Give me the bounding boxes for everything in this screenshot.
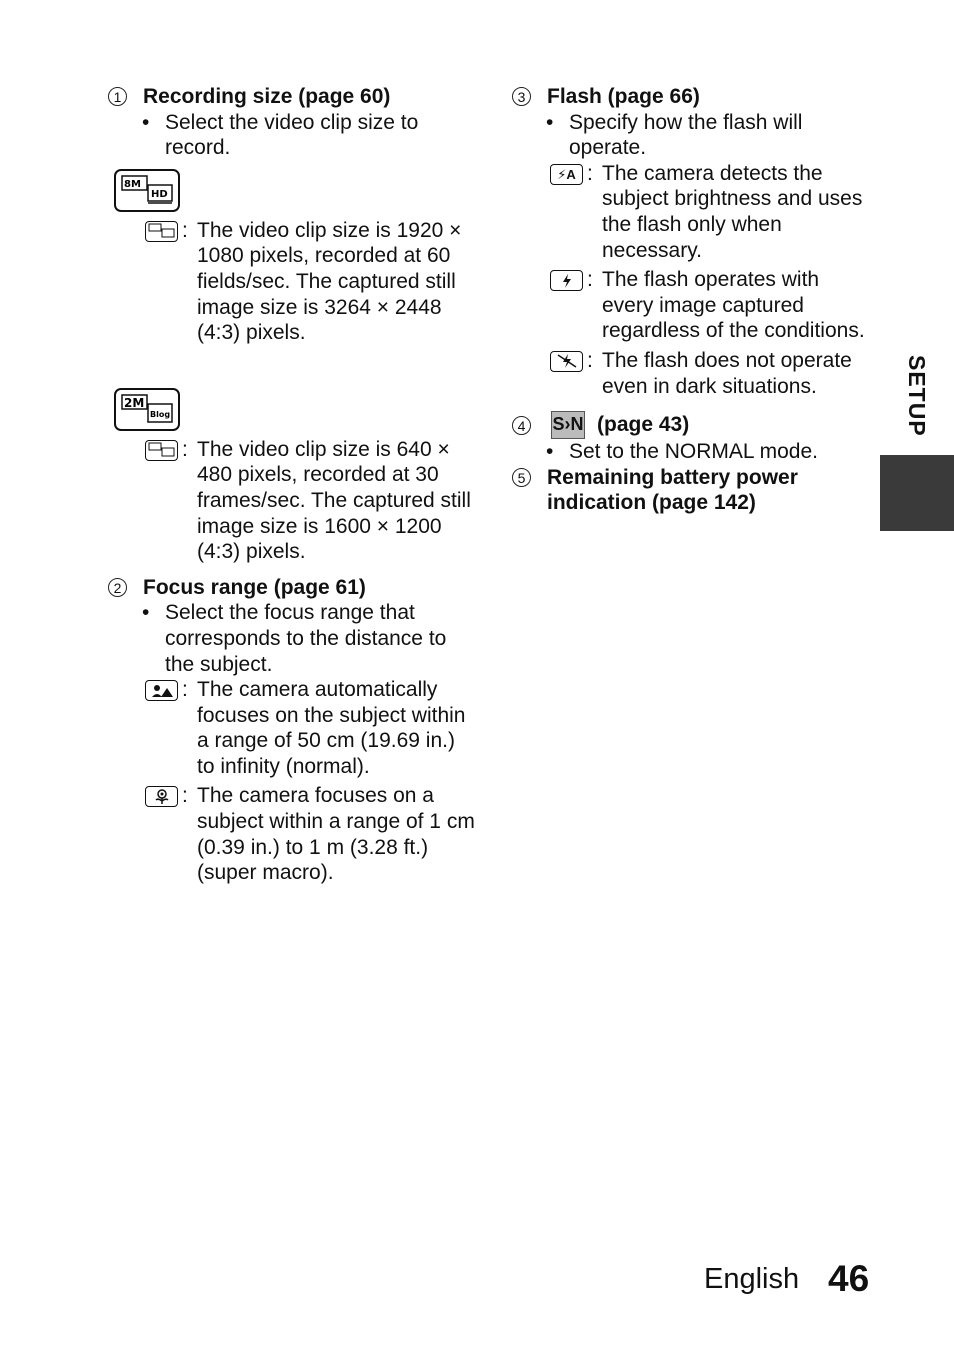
flash-off-icon [550,351,583,372]
recording-size-blog-description: : The video clip size is 640 × 480 pixels, recorded at 30 frames/sec. The captured still image size is 1600 × 1200 (4:3) pixels. [108,437,478,565]
bullet-text: Set to the NORMAL mode. [569,440,818,464]
flash-off-text: The flash does not operate even in dark situations. [602,348,852,398]
section-title: Focus range (page 61) [143,575,366,599]
focus-normal-description: : The camera automatically focuses on the subject within a range of 50 cm (19.69 in.) to infinity (normal). [108,677,478,779]
section-scene [512,411,874,439]
macro-text: The camera focuses on a subject within a range of 1 cm (0.39 in.) to 1 m (3.28 ft.) (super macro). [197,784,475,885]
flash-auto-description: ⚡A : The camera detects the subject brightness and uses the flash only when necessary. [512,161,874,263]
focus-macro-description: : The camera focuses on a subject within a range of 1 cm (0.39 in.) to 1 m (3.28 ft.) (super macro). [108,783,478,885]
flash-auto-text: The camera detects the subject brightness and uses the flash only when necessary. [602,161,863,262]
section-title: Remaining battery power indication (page 142) [547,465,798,515]
side-tab-label: SETUP [904,355,930,437]
bullet-item: • Specify how the flash will operate. [512,110,874,161]
section-title: Recording size (page 60) [143,85,391,108]
bullet-item: • Set to the NORMAL mode. [512,439,874,465]
flash-on-text: The flash operates with every image captured regardless of the conditions. [602,268,865,343]
landscape-portrait-icon [145,680,178,701]
flash-auto-icon: ⚡A [550,164,583,185]
flash-off-description: : The flash does not operate even in dark situations. [512,348,874,399]
bullet-text: Select the focus range that corresponds to the distance to the subject. [165,601,447,676]
scene-normal-icon: S›N [551,411,585,439]
normal-text: The camera automatically focuses on the subject within a range of 50 cm (19.69 in.) to infinity (normal). [197,678,466,778]
camera-8m-hd-small-icon [145,221,178,242]
section-number: 3 [512,87,531,106]
page-number: 46 [828,1258,870,1299]
recording-size-hd-description: : The video clip size is 1920 × 1080 pixels, recorded at 60 fields/sec. The captured still image size is 3264 × 2448 (4:3) pixels. [108,218,478,346]
camera-8m-hd-icon [114,169,180,212]
svg-text:Blog: Blog [150,410,171,420]
section-focus-range [108,575,478,601]
flash-on-icon [550,270,583,291]
left-column [108,84,478,886]
svg-text:8M: 8M [124,179,141,191]
section-number: 2 [108,578,127,597]
camera-2m-blog-icon [114,388,180,431]
section-title: (page 43) [597,413,690,437]
section-number: 1 [108,87,127,106]
flash-on-description: : The flash operates with every image captured regardless of the conditions. [512,267,874,344]
section-number: 4 [512,416,531,435]
right-column [512,84,874,516]
bullet-text: Select the video clip size to record. [165,110,419,160]
hd-text: The video clip size is 1920 × 1080 pixels, recorded at 60 fields/sec. The captured still image size is 3264 × 2448 (4:3) pixels. [197,218,462,345]
blog-text: The video clip size is 640 × 480 pixels, recorded at 30 frames/sec. The captured still image size is 1600 × 1200 (4:3) pixels. [197,437,471,564]
bullet-text: Specify how the flash will operate. [569,110,803,160]
section-title: Flash (page 66) [547,85,700,108]
bullet-item: • Select the video clip size to record. [108,110,478,161]
section-flash [512,84,874,110]
section-number: 5 [512,468,531,487]
flower-macro-icon [145,786,178,807]
bullet-item: • Select the focus range that corresponds to the distance to the subject. [108,600,478,677]
section-recording-size [108,84,478,110]
footer-language: English [704,1263,800,1295]
svg-text:HD: HD [151,189,168,201]
side-tab-marker [880,455,954,531]
section-battery [512,465,874,516]
svg-text:2M: 2M [124,396,145,411]
camera-2m-blog-small-icon [145,440,178,461]
